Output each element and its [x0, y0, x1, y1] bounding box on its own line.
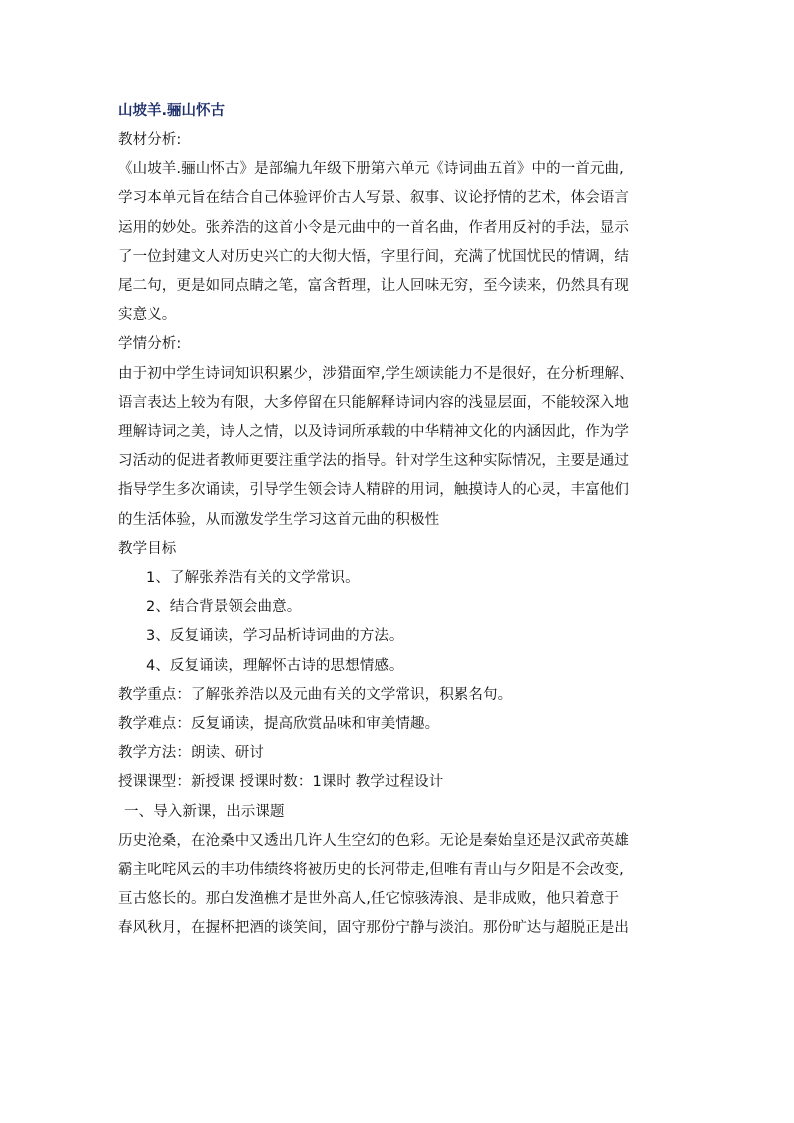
document-body — [118, 97, 684, 944]
paragraph-line: 的生活体验，从而激发学生学习这首元曲的积极性 — [118, 511, 440, 528]
paragraph-line: 运用的妙处。张养浩的这首小令是元曲中的一首名曲，作者用反衬的手法，显示 — [118, 219, 629, 236]
lesson-type: 授课课型：新授课 授课时数：1课时 教学过程设计 — [118, 774, 444, 791]
document-title: 山坡羊.骊山怀古 — [118, 103, 226, 119]
paragraph-line: 《山坡羊.骊山怀古》是部编九年级下册第六单元《诗词曲五首》中的一首元曲, — [118, 161, 624, 178]
teaching-difficulties: 教学难点：反复诵读，提高欣赏品味和审美情趣。 — [118, 716, 440, 733]
paragraph-line: 语言表达上较为有限，大多停留在只能解释诗词内容的浅显层面，不能较深入地 — [118, 394, 629, 411]
paragraph-line: 尾二句，更是如同点睛之笔，富含哲理，让人回味无穷，至今读来，仍然具有现 — [118, 278, 629, 295]
paragraph-line: 理解诗词之美，诗人之情，以及诗词所承载的中华精神文化的内涵因此，作为学 — [118, 424, 629, 441]
paragraph-line: 霸主叱咤风云的丰功伟绩终将被历史的长河带走,但唯有青山与夕阳是不会改变, — [118, 862, 624, 879]
teaching-methods: 教学方法：朗读、研讨 — [118, 745, 264, 762]
paragraph-line: 春风秋月，在握杯把酒的谈笑间，固守那份宁静与淡泊。那份旷达与超脱正是出 — [118, 920, 629, 937]
paragraph-line: 学习本单元旨在结合自己体验评价古人写景、叙事、议论抒情的艺术，体会语言 — [118, 190, 629, 207]
goal-item: 4、反复诵读，理解怀古诗的思想情感。 — [146, 657, 404, 674]
paragraph-line: 指导学生多次诵读，引导学生领会诗人精辟的用词，触摸诗人的心灵，丰富他们 — [118, 482, 629, 499]
heading-student-analysis: 学情分析: — [118, 336, 182, 353]
goal-item: 3、反复诵读，学习品析诗词曲的方法。 — [146, 628, 404, 645]
goal-item: 2、结合背景领会曲意。 — [146, 599, 302, 616]
paragraph-line: 由于初中学生诗词知识积累少，涉猎面窄,学生颂读能力不是很好，在分析理解、 — [118, 365, 634, 382]
heading-material-analysis: 教材分析: — [118, 132, 182, 148]
paragraph-line: 亘古悠长的。那白发渔樵才是世外高人,任它惊骇涛浪、是非成败，他只着意于 — [118, 891, 620, 908]
goal-item: 1、了解张养浩有关的文学常识。 — [146, 570, 360, 587]
heading-teaching-goals: 教学目标 — [118, 540, 177, 557]
section-heading: 一、导入新课，出示课题 — [124, 803, 285, 820]
paragraph-line: 习活动的促进者教师更要注重学法的指导。针对学生这种实际情况，主要是通过 — [118, 453, 629, 470]
teaching-key-points: 教学重点：了解张养浩以及元曲有关的文学常识，积累名句。 — [118, 686, 513, 703]
paragraph-line: 实意义。 — [118, 307, 177, 324]
paragraph-line: 历史沧桑，在沧桑中又透出几许人生空幻的色彩。无论是秦始皇还是汉武帝英雄 — [118, 832, 629, 849]
paragraph-line: 了一位封建文人对历史兴亡的大彻大悟，字里行间，充满了忧国忧民的情调，结 — [118, 248, 629, 265]
